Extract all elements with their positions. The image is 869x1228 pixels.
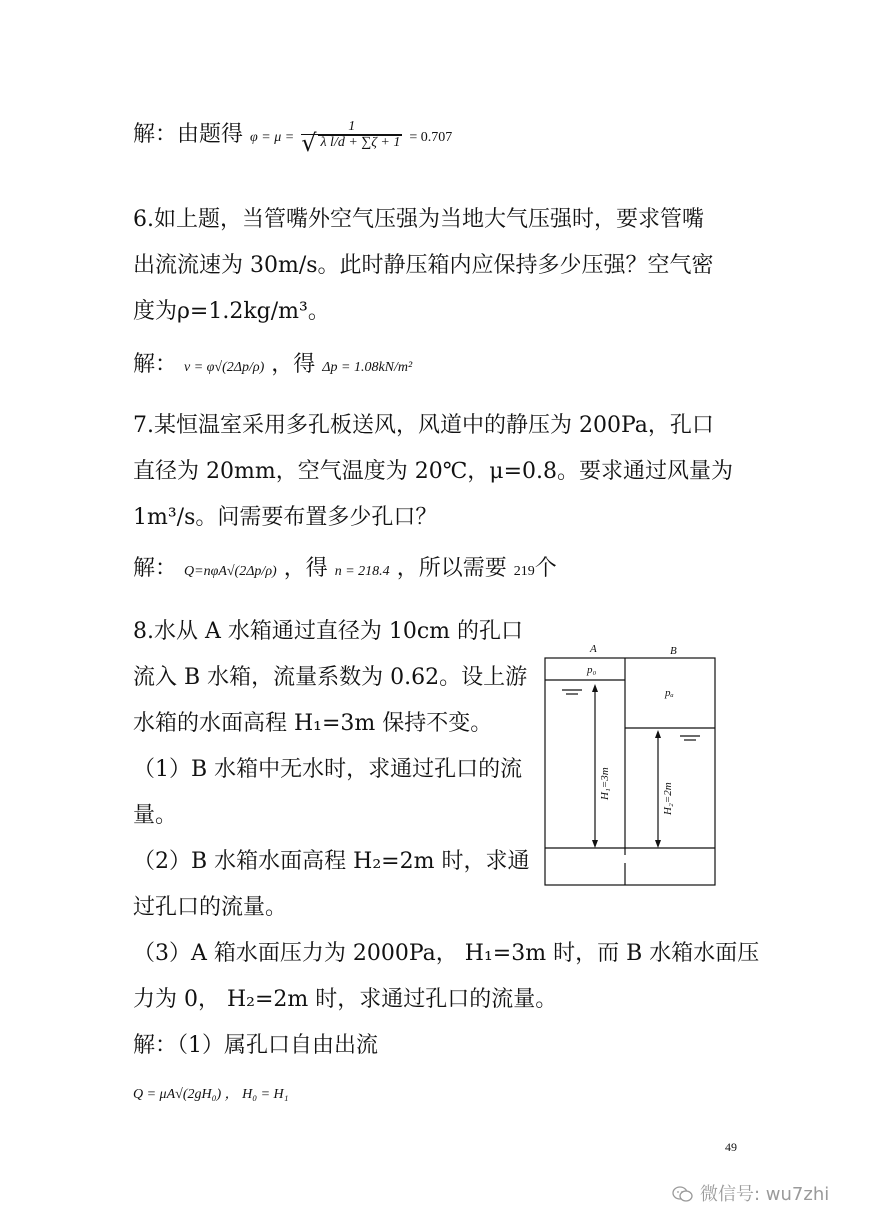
label-h2: H₂=2m: [662, 782, 674, 815]
answer-7-tail: ，所以需要: [396, 556, 507, 581]
h2-arrow-bottom: [655, 840, 661, 848]
problem-7-line-3: 1m³/s。问需要布置多少孔口？: [133, 505, 438, 530]
h1-arrow-top: [592, 684, 598, 692]
answer-7-line: [133, 554, 557, 587]
answer-7-count: 219: [513, 564, 535, 579]
problem-8-line-2: 流入 B 水箱，流量系数为 0.62。设上游: [133, 665, 528, 690]
answer-7-mid: ，得: [283, 556, 328, 581]
answer-6-line: [133, 350, 412, 383]
problem-7-line-2: 直径为 20mm，空气温度为 20℃，μ=0.8。要求通过风量为: [133, 459, 734, 484]
problem-6-line-2: 出流流速为 30m/s。此时静压箱内应保持多少压强？空气密: [133, 253, 714, 278]
answer-5-denominator: √ λ l/d + ∑ζ + 1: [301, 128, 401, 157]
answer-5-result: = 0.707: [409, 130, 453, 145]
answer-7-equation: Q=nφA√(2Δp/ρ): [184, 564, 277, 579]
wechat-icon: [672, 1185, 694, 1203]
problem-8-line-1: 8.水从 A 水箱通过直径为 10cm 的孔口: [133, 619, 524, 644]
answer-7-unit: 个: [534, 556, 557, 581]
watermark: [672, 1180, 829, 1206]
answer-8-equation: Q = μA√(2gH₀) ， H₀ = H₁: [133, 1087, 289, 1102]
problem-8-line-8: （3）A 箱水面压力为 2000Pa， H₁=3m 时，而 B 水箱水面压: [133, 941, 760, 966]
answer-5-lhs: φ = μ =: [250, 130, 295, 145]
answer-7-n: n = 218.4: [334, 564, 390, 579]
answer-8-line-1: 解：（1）属孔口自由出流: [133, 1033, 378, 1058]
answer-5-numerator: 1: [301, 120, 402, 135]
answer-6-mid: ，得: [271, 352, 316, 377]
answer-5-prefix: 解：由题得: [133, 122, 244, 147]
answer-5-fraction: [301, 119, 402, 157]
problem-8-line-4: （1）B 水箱中无水时，求通过孔口的流: [133, 757, 523, 782]
answer-7-prefix: 解：: [133, 556, 178, 581]
tank-diagram: [540, 640, 720, 895]
answer-6-equation: v = φ√(2Δp/ρ): [184, 360, 265, 375]
problem-8-line-3: 水箱的水面高程 H₁=3m 保持不变。: [133, 711, 493, 736]
h2-arrow-top: [655, 730, 661, 738]
label-p0: p₀: [587, 664, 597, 676]
tank-outline: [545, 658, 715, 885]
answer-5-line: [133, 119, 453, 157]
page-number: 49: [725, 1140, 737, 1154]
problem-7-line-1: 7.某恒温室采用多孔板送风，风道中的静压为 200Pa，孔口: [133, 413, 714, 438]
label-pa: pₐ: [665, 687, 674, 699]
watermark-text: 微信号: wu7zhi: [700, 1184, 830, 1205]
problem-8-line-6: （2）B 水箱水面高程 H₂=2m 时，求通: [133, 849, 530, 874]
problem-8-line-5: 量。: [133, 803, 178, 828]
label-a: A: [590, 643, 597, 655]
problem-8-line-7: 过孔口的流量。: [133, 895, 288, 920]
label-b: B: [670, 645, 677, 657]
answer-6-result: Δp = 1.08kN/m²: [322, 360, 413, 375]
label-h1: H₁=3m: [599, 767, 611, 800]
problem-8-line-9: 力为 0， H₂=2m 时，求通过孔口的流量。: [133, 987, 558, 1012]
answer-6-prefix: 解：: [133, 352, 178, 377]
h1-arrow-bottom: [592, 840, 598, 848]
problem-6-line-3: 度为ρ=1.2kg/m³。: [133, 299, 330, 324]
problem-6-line-1: 6.如上题，当管嘴外空气压强为当地大气压强时，要求管嘴: [133, 207, 704, 232]
